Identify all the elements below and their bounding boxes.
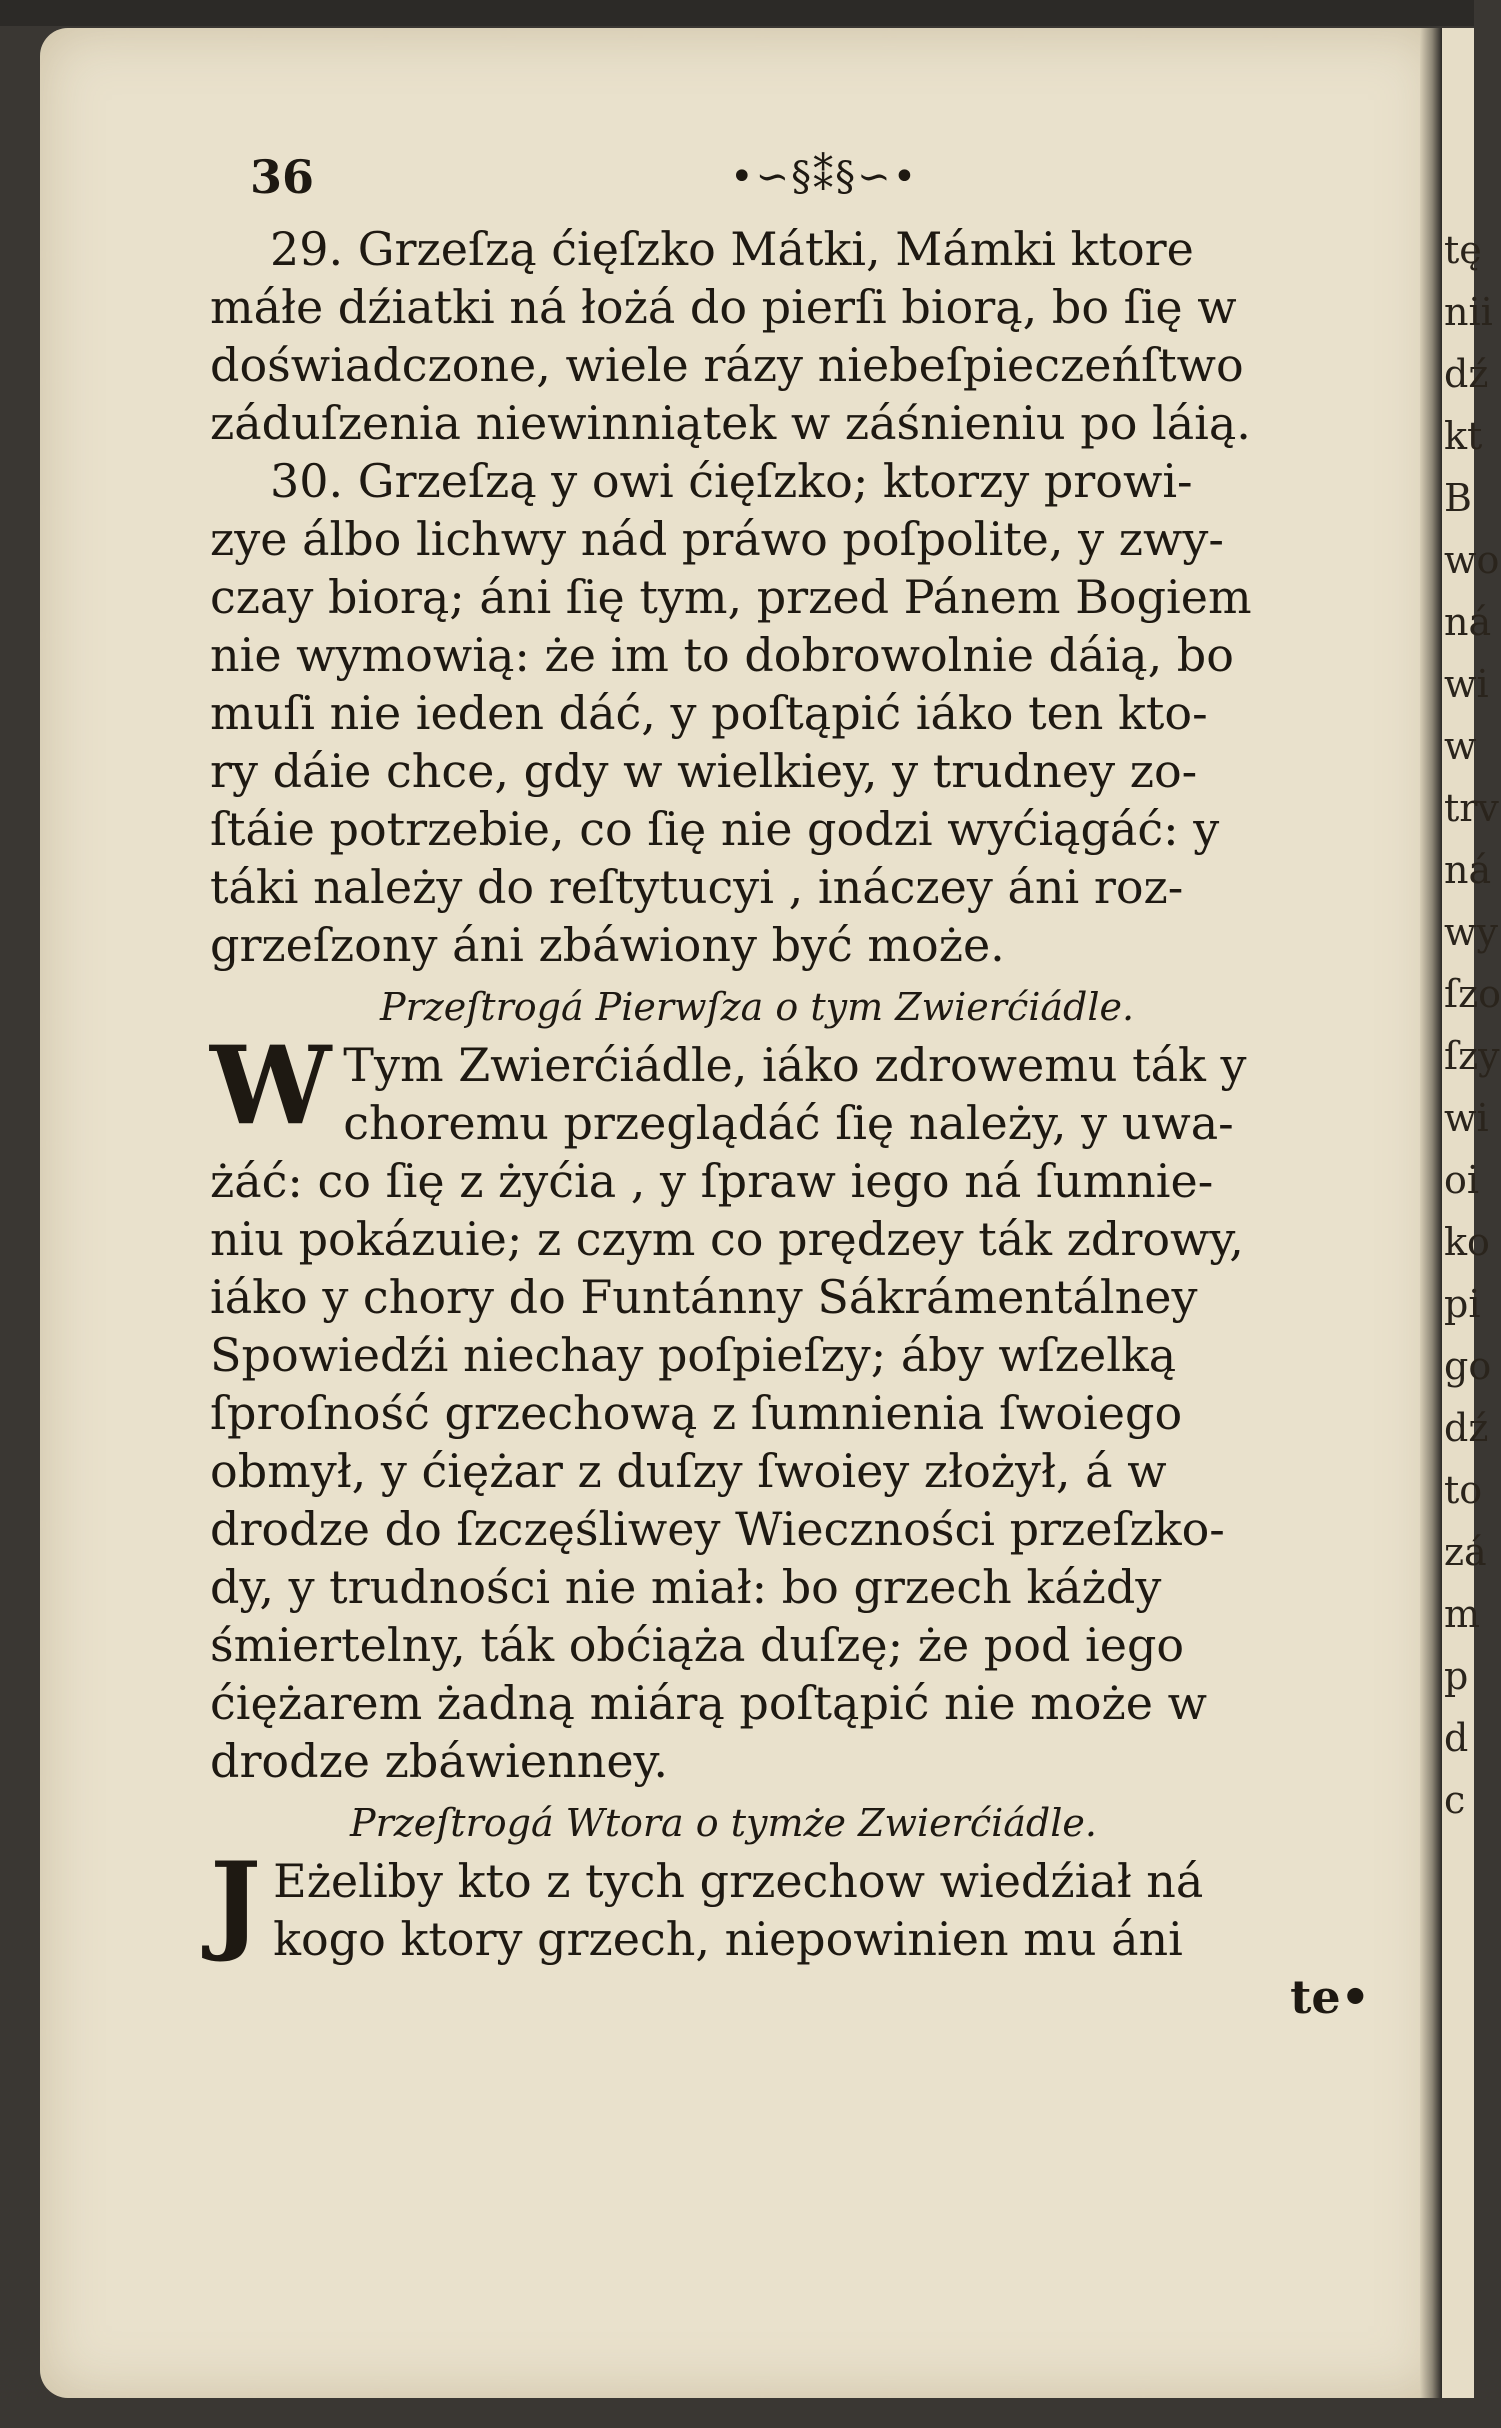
page-number: 36	[250, 150, 315, 204]
facing-page-fragment: dź	[1444, 1406, 1489, 1450]
facing-page-fragment: p	[1444, 1654, 1469, 1698]
facing-page-fragment: tę	[1444, 228, 1482, 272]
facing-page-fragment: wo	[1444, 538, 1500, 582]
facing-page-edge	[1442, 28, 1501, 2398]
facing-page-fragment: to	[1444, 1468, 1483, 1512]
text-line: Tym Zwierćiádle, iáko zdrowemu ták y	[343, 1038, 1247, 1092]
drop-cap: W	[210, 1023, 332, 1149]
facing-page-fragment: ko	[1444, 1220, 1490, 1264]
facing-page-fragment: ſzo	[1444, 972, 1501, 1016]
text-line: muſi nie ieden dáć, y poſtąpić iáko ten kto-	[210, 686, 1208, 740]
header-ornament: •∽§⁑§∽•	[730, 154, 919, 200]
facing-page-fragment: wi	[1444, 662, 1489, 706]
text-line: táki należy do reſtytucyi , ináczey áni roz-	[210, 860, 1184, 914]
section-heading-first-warning: Przeſtrogá Pierwſza o tym Zwierćiádle.	[380, 985, 1135, 1029]
first-warning-paragraph	[210, 1023, 1400, 1790]
text-line: ry dáie chce, gdy w wielkiey, y trudney zo-	[210, 744, 1198, 798]
text-line: obmył, y ćiężar z duſzy ſwoiey złożył, á w	[210, 1444, 1167, 1498]
text-line: niu pokázuie; z czym co prędzey ták zdrowy,	[210, 1212, 1244, 1266]
text-line: máłe dźiatki ná łożá do pierſi biorą, bo ſię w	[210, 280, 1237, 334]
text-line: drodze zbáwienney.	[210, 1734, 669, 1788]
text-line: ſproſność grzechową z ſumnienia ſwoiego	[210, 1386, 1183, 1440]
facing-page-fragment: zá	[1444, 1530, 1487, 1574]
facing-page-fragment: ná	[1444, 600, 1492, 644]
text-line: 29. Grzeſzą ćięſzko Mátki, Mámki ktore	[270, 222, 1194, 276]
facing-page-fragment: kt	[1444, 414, 1483, 458]
facing-page-fragment: go	[1444, 1344, 1492, 1388]
paragraph-29	[210, 220, 1400, 452]
facing-page-fragment: c	[1444, 1778, 1466, 1822]
text-line: drodze do ſzczęśliwey Wieczności przeſzko-	[210, 1502, 1225, 1556]
text-line: záduſzenia niewinniątek w záśnieniu po láią.	[210, 396, 1251, 450]
text-line: kogo ktory grzech, niepowinien mu áni	[273, 1912, 1183, 1966]
facing-page-fragment: B	[1444, 476, 1472, 520]
facing-page-fragment: d	[1444, 1716, 1469, 1760]
text-line: żáć: co ſię z żyćia , y ſpraw iego ná ſumnie-	[210, 1154, 1214, 1208]
facing-page-fragment: wy	[1444, 910, 1498, 954]
section-heading-second-warning: Przeſtrogá Wtora o tymże Zwierćiádle.	[350, 1801, 1097, 1845]
text-line: 30. Grzeſzą y owi ćięſzko; ktorzy prowi-	[270, 454, 1193, 508]
drop-cap: J	[210, 1839, 262, 1965]
text-line: ćiężarem żadną miárą poſtąpić nie może w	[210, 1676, 1207, 1730]
facing-page-fragment: ſzy	[1444, 1034, 1500, 1078]
facing-page-fragment: trv	[1444, 786, 1499, 830]
facing-page-fragment: ná	[1444, 848, 1492, 892]
second-warning-paragraph	[210, 1839, 1400, 1968]
text-line: śmiertelny, ták obćiąża duſzę; że pod iego	[210, 1618, 1185, 1672]
facing-page-fragment: pi	[1444, 1282, 1481, 1326]
facing-page-fragment: m	[1444, 1592, 1481, 1636]
text-line: Spowiedźi niechay poſpieſzy; áby wſzelką	[210, 1328, 1177, 1382]
page-text-block	[210, 150, 1400, 2026]
text-line: nie wymowią: że im to dobrowolnie dáią, bo	[210, 628, 1234, 682]
text-line: grzeſzony áni zbáwiony być może.	[210, 918, 1005, 972]
text-line: choremu przeglądáć ſię należy, y uwa-	[343, 1096, 1234, 1150]
text-line: Eżeliby kto z tych grzechow wiedźiał ná	[273, 1854, 1204, 1908]
facing-page-fragment: dź	[1444, 352, 1489, 396]
text-line: czay biorą; áni ſię tym, przed Pánem Bogiem	[210, 570, 1252, 624]
facing-page-fragment: wi	[1444, 1096, 1489, 1140]
text-line: ſtáie potrzebie, co ſię nie godzi wyćiągáć: y	[210, 802, 1220, 856]
paragraph-30	[210, 452, 1400, 974]
text-line: doświadczone, wiele rázy niebeſpieczeńſtwo	[210, 338, 1244, 392]
text-line: iáko y chory do Funtánny Sákrámentálney	[210, 1270, 1198, 1324]
facing-page-fragment: w	[1444, 724, 1477, 768]
page-header	[210, 150, 1400, 220]
text-line: dy, y trudności nie miał: bo grzech káżdy	[210, 1560, 1162, 1614]
book-gutter	[1420, 28, 1442, 2398]
catchword: te•	[1290, 1970, 1370, 2024]
facing-page-fragment: nii	[1444, 290, 1493, 334]
scan-top-edge	[0, 0, 1474, 26]
text-line: zye álbo lichwy nád práwo poſpolite, y zwy-	[210, 512, 1224, 566]
facing-page-fragment: oi	[1444, 1158, 1480, 1202]
